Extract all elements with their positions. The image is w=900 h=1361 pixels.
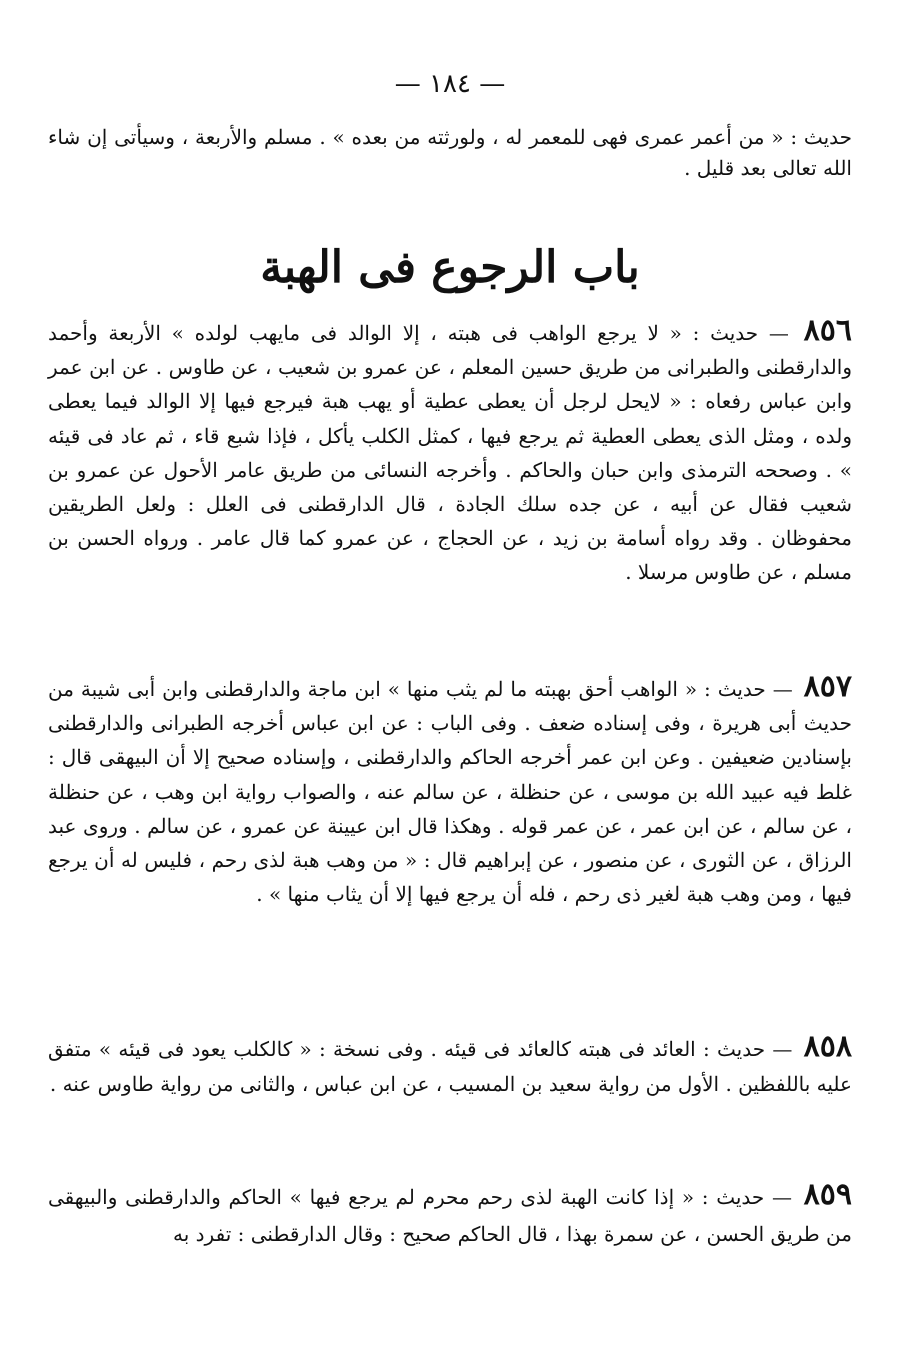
hadith-859 [48,1176,852,1253]
chapter-title: باب الرجوع فى الهبة [260,242,640,293]
hadith-text: — حديث : « الواهب أحق بهبته ما لم يثب منها » ابن ماجة والدارقطنى وابن أبى شيبة من حديث أبى هريرة ، وفى إسناده ضعف . وفى الباب : عن ابن عباس أخرجه الطبرانى والدارقطنى بإسنادين ضعيفين . وعن ابن عمر أخرجه الحاكم والدارقطنى ، وإسناده صحيح إلا أن البيهقى قال : غلط فيه عبيد الله بن موسى ، عن حنظلة ، عن سالم عنه ، والصواب رواية ابن وهب ، عن حنظلة ، عن سالم ، عن ابن عمر ، عن عمر قوله . وهكذا قال ابن عيينة عن عمرو ، عن سالم . وروى عبد الرزاق ، عن الثورى ، عن منصور ، عن إبراهيم قال : « من وهب هبة لذى رحم ، فليس له أن يرجع فيها ، ومن وهب هبة لغير ذى رحم ، فله أن يرجع فيها إلا أن يثاب منها » . [48,677,852,907]
hadith-number: ٨٥٩ [803,1177,852,1212]
hadith-856 [48,314,852,590]
intro-text: حديث : « من أعمر عمرى فهى للمعمر له ، ولورثته من بعده » . مسلم والأربعة ، وسيأتى إن شاء الله تعالى بعد قليل . [48,125,852,180]
page-number: — ١٨٤ — [394,69,506,99]
hadith-text: — حديث : العائد فى هبته كالعائد فى قيئه . وفى نسخة : « كالكلب يعود فى قيئه » متفق عليه باللفظين . الأول من رواية سعيد بن المسيب ، عن ابن عباس ، والثانى من رواية طاوس عنه . [48,1037,852,1096]
intro-paragraph [48,122,852,184]
hadith-857 [48,670,852,911]
hadith-text: — حديث : « لا يرجع الواهب فى هبته ، إلا الوالد فى مايهب لولده » الأربعة وأحمد والدارقطنى والطبرانى من طريق حسين المعلم ، عن عمرو بن شعيب ، عن طاوس . عن ابن عمر وابن عباس رفعاه : « لايحل لرجل أن يعطى عطية أو يهب هبة فيرجع فيها إلا الوالد فيما يعطى ولده ، ومثل الذى يعطى العطية ثم يرجع فيها ، كمثل الكلب يأكل ، فإذا شبع قاء ، ثم عاد فى قيئه » . وصححه الترمذى وابن حبان والحاكم . وأخرجه النسائى من طريق عامر الأحول عن عمرو بن شعيب فقال عن أبيه ، عن جده سلك الجادة ، قال الدارقطنى فى العلل : ولعل الطريقين محفوظان . وقد رواه أسامة بن زيد ، عن الحجاج ، عن عمرو كما قال عامر . ورواه الحسن بن مسلم ، عن طاوس مرسلا . [48,321,852,585]
hadith-number: ٨٥٦ [803,313,852,348]
hadith-text: — حديث : « إذا كانت الهبة لذى رحم محرم لم يرجع فيها » الحاكم والدارقطنى والبيهقى من طريق الحسن ، عن سمرة بهذا ، قال الحاكم صحيح : وقال الدارقطنى : تفرد به [48,1185,852,1246]
hadith-number: ٨٥٧ [803,669,852,704]
hadith-number: ٨٥٨ [803,1029,852,1064]
hadith-858 [48,1030,852,1101]
